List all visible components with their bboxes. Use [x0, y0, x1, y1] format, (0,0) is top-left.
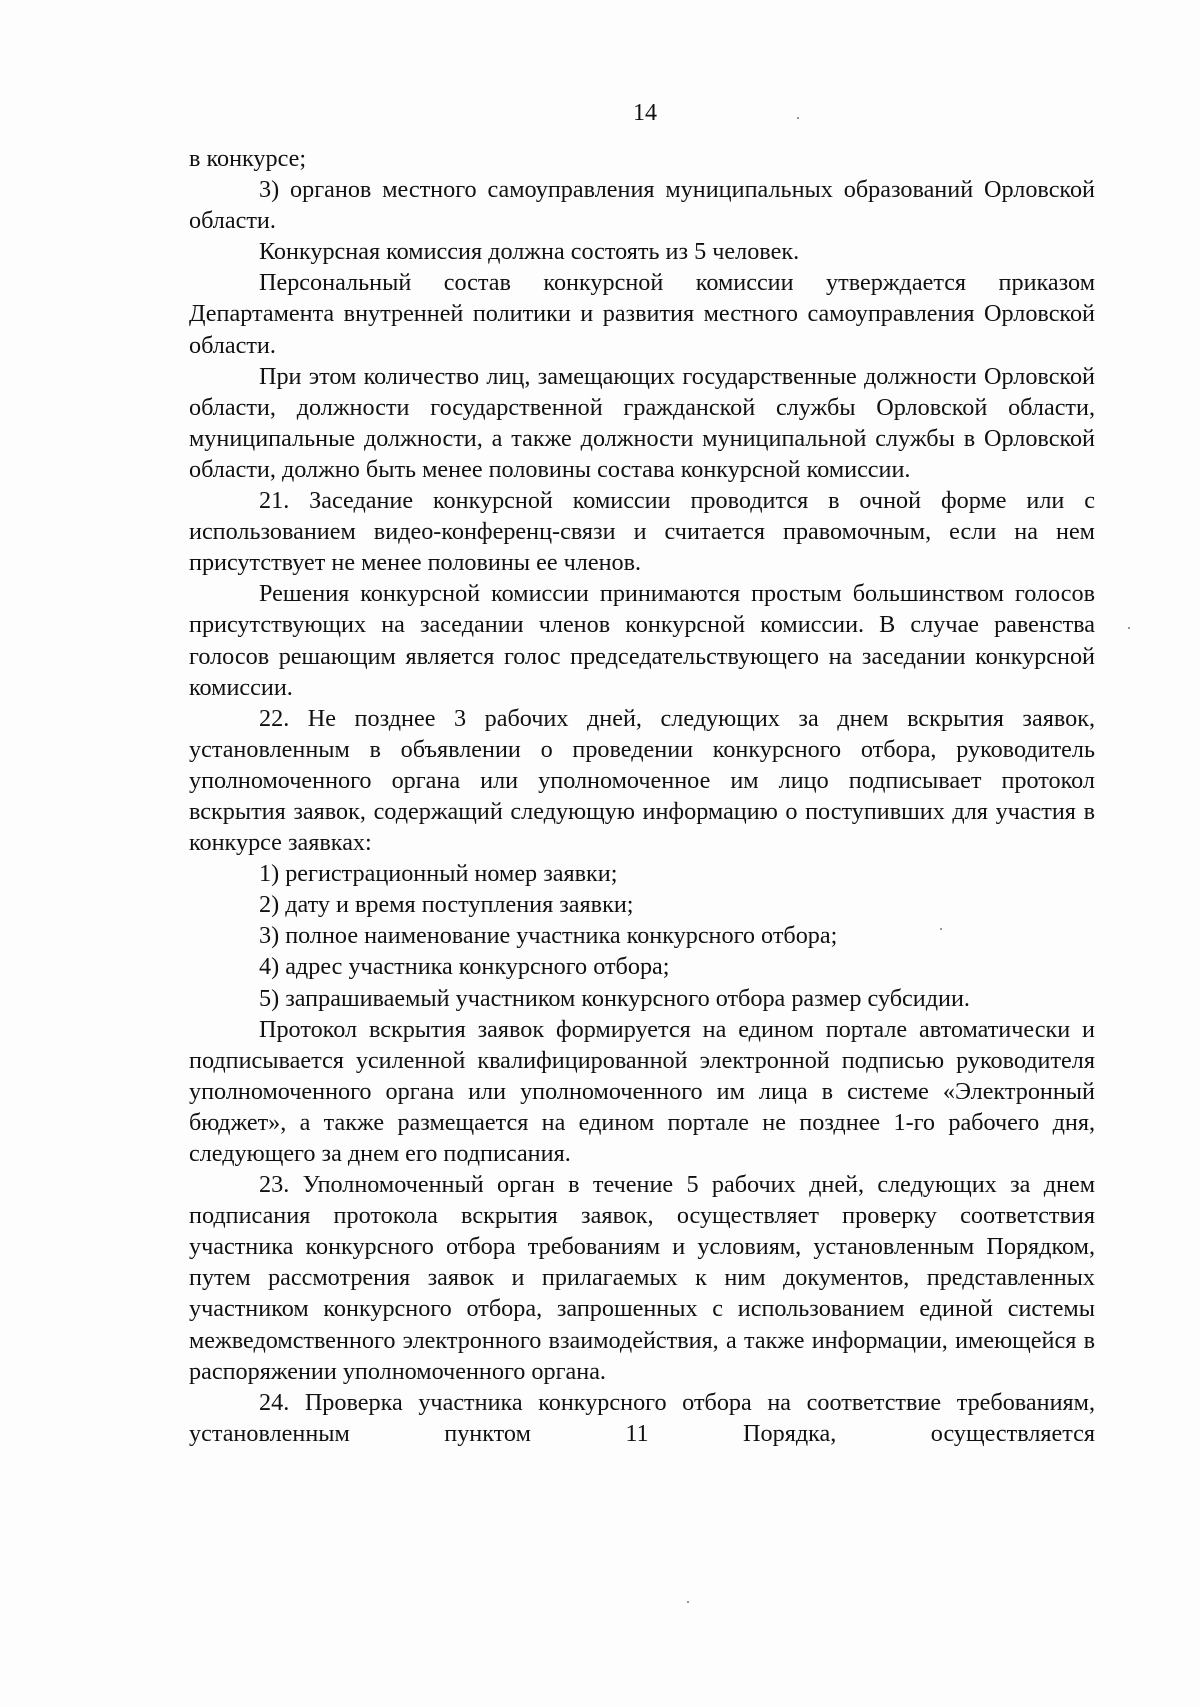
- scan-speck: [1128, 627, 1130, 629]
- protocol-item-2: 2) дату и время поступления заявки;: [259, 891, 634, 919]
- paragraph-commission-size: Конкурсная комиссия должна состоять из 5 человек.: [259, 238, 800, 266]
- paragraph-24-requirements: 24. Проверка участника конкурсного отбора на соответствие требованиям, установленным пунктом 11 Порядка, осуществляется: [189, 1388, 1095, 1447]
- page-number: 14: [633, 100, 657, 126]
- paragraph-protocol-signing: Протокол вскрытия заявок формируется на едином портале автоматически и подписывается усиленной квалифицированной электронной подписью руководителя уполномоченного органа или уполномоченного им лица в системе «Электронный бюджет», а также размещается на едином портале не позднее 1-го рабочего дня, следующего за днем его подписания.: [189, 1015, 1095, 1167]
- document-body: [189, 143, 1095, 1449]
- paragraph-22-protocol: 22. Не позднее 3 рабочих дней, следующих за днем вскрытия заявок, установленным в объявлении о проведении конкурсного отбора, руководитель уполномоченного органа или уполномоченное им лицо подписывает протокол вскрытия заявок, содержащий следующую информацию о поступивших для участия в конкурсе заявках:: [189, 704, 1095, 857]
- list-item-3-local-government: 3) органов местного самоуправления муниципальных образований Орловской области.: [189, 176, 1095, 235]
- protocol-item-3: 3) полное наименование участника конкурсного отбора;: [259, 922, 838, 950]
- paragraph-commission-composition: Персональный состав конкурсной комиссии утверждается приказом Департамента внутренней политики и развития местного самоуправления Орловской области.: [189, 269, 1095, 359]
- scan-speck: [940, 928, 942, 930]
- paragraph-officials-share: При этом количество лиц, замещающих государственные должности Орловской области, должности государственной гражданской службы Орловской области, муниципальные должности, а также должности муниципальной службы в Орловской области, должно быть менее половины состава конкурсной комиссии.: [189, 362, 1095, 483]
- scan-speck: [687, 1601, 689, 1603]
- protocol-item-1: 1) регистрационный номер заявки;: [259, 860, 618, 888]
- paragraph-decisions: Решения конкурсной комиссии принимаются простым большинством голосов присутствующих на заседании членов конкурсной комиссии. В случае равенства голосов решающим является голос председательствующего на заседании конкурсной комиссии.: [189, 580, 1095, 701]
- paragraph-21-meeting: 21. Заседание конкурсной комиссии проводится в очной форме или с использованием видео-конференц-связи и считается правомочным, если на нем присутствует не менее половины ее членов.: [189, 487, 1095, 577]
- scan-speck: [797, 117, 799, 119]
- paragraph-continuation: в конкурсе;: [189, 145, 307, 172]
- protocol-item-4: 4) адрес участника конкурсного отбора;: [259, 953, 670, 981]
- protocol-item-5: 5) запрашиваемый участником конкурсного отбора размер субсидии.: [259, 984, 970, 1012]
- paragraph-23-verification: 23. Уполномоченный орган в течение 5 рабочих дней, следующих за днем подписания протокола вскрытия заявок, осуществляет проверку соответствия участника конкурсного отбора требованиям и условиям, установленным Порядком, путем рассмотрения заявок и прилагаемых к ним документов, представленных участником конкурсного отбора, запрошенных с использованием единой системы межведомственного электронного взаимодействия, а также информации, имеющейся в распоряжении уполномоченного органа.: [189, 1171, 1095, 1385]
